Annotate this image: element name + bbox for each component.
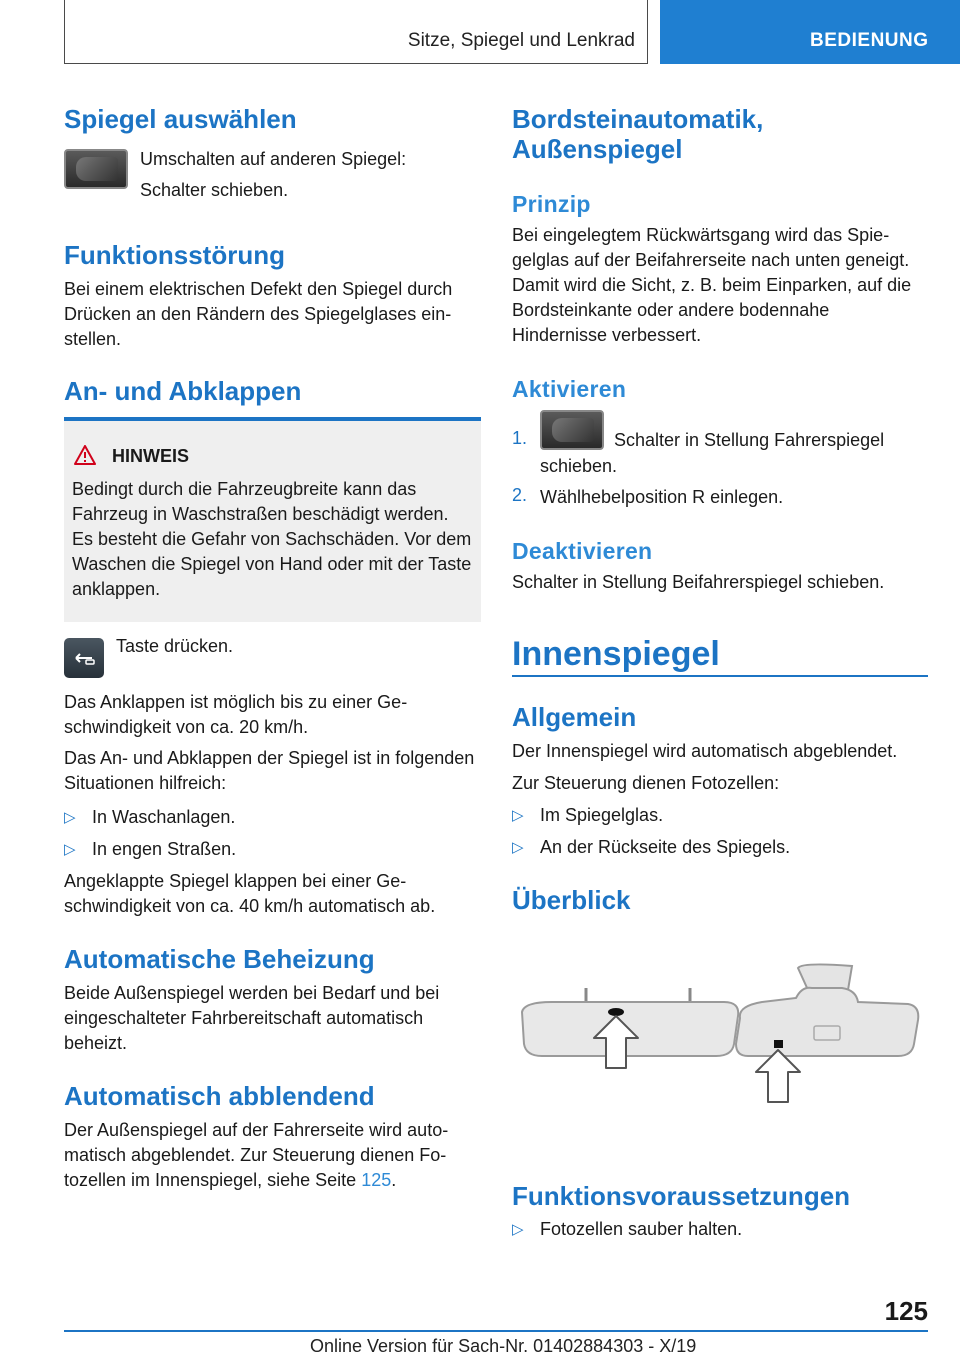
warning-icon [74, 445, 96, 465]
heading-innenspiegel: Innenspiegel [512, 635, 720, 673]
step-text-cont: schieben. [540, 456, 618, 476]
bullet-marker: ▷ [512, 807, 524, 824]
text-funktionsstoerung: Bei einem elektrischen Defekt den Spiegel durch Drücken an den Rändern des Spiegelglases einstellen. [64, 279, 453, 349]
list-item: Im Spiegelglas. [540, 805, 664, 825]
text-deaktivieren: Schalter in Stellung Beifahrerspiegel schieben. [512, 572, 885, 592]
heading-prinzip: Prinzip [512, 191, 591, 217]
header-section-title: Sitze, Spiegel und Lenkrad [407, 30, 635, 51]
text-anklappen: Das Anklappen ist möglich bis zu einer Geschwindigkeit von ca. 20 km/h. [64, 692, 408, 737]
text-situationen: Das An- und Abklappen der Spiegel ist in folgenden Situationen hilfreich: [64, 748, 475, 793]
hint-text: Bedingt durch die Fahrzeugbreite kann das Fahrzeug in Waschstraßen beschädigt werden. Es besteht die Gefahr von Sachschäden. Vor dem Waschen die Spiegel von Hand oder mit der Taste anklappen. [72, 479, 472, 599]
heading-ueberblick: Überblick [512, 885, 631, 915]
footer-rule [64, 1330, 928, 1332]
step-number: 1. [512, 428, 528, 448]
text-angeklappte: Angeklappte Spiegel klappen bei einer Geschwindigkeit von ca. 40 km/h automatisch ab. [64, 871, 436, 916]
text-abblendend-body: Der Außenspiegel auf der Fahrerseite wird automatisch abgeblendet. Zur Steuerung dienen Fotozellen im Innenspiegel, siehe Seite [64, 1120, 449, 1190]
header-chapter-label: BEDIENUNG [810, 30, 929, 51]
heading-abblendend: Automatisch abblendend [64, 1081, 375, 1111]
list-item: An der Rückseite des Spiegels. [540, 837, 791, 857]
list-item: In Waschanlagen. [92, 807, 236, 827]
text-abblendend [64, 1118, 481, 1193]
mirror-switch-icon [64, 149, 128, 189]
text-beheizung: Beide Außenspiegel werden bei Bedarf und bei eingeschalteter Fahrbereitschaft automatisch beheizt. [64, 983, 440, 1053]
page-link[interactable]: 125 [361, 1170, 392, 1190]
heading-spiegel-auswaehlen: Spiegel auswählen [64, 104, 297, 134]
heading-beheizung: Automatische Beheizung [64, 944, 375, 974]
heading-deaktivieren: Deaktivieren [512, 538, 653, 564]
heading-allgemein: Allgemein [512, 702, 637, 732]
bullet-marker: ▷ [64, 841, 76, 858]
rearview-mirror-illustration [512, 960, 928, 1110]
hint-title: HINWEIS [112, 446, 190, 466]
footer-text: Online Version für Sach-Nr. 01402884303 - X/19 [310, 1336, 697, 1356]
fold-button-icon [64, 638, 104, 678]
text-end: . [391, 1170, 397, 1190]
text-umschalten: Umschalten auf anderen Spiegel: [140, 149, 407, 169]
step-number: 2. [512, 485, 528, 505]
heading-bordstein-2: Außenspiegel [512, 134, 683, 164]
text-allgemein: Der Innenspiegel wird automatisch abgeblendet. [512, 741, 898, 761]
heading-bordstein-1: Bordsteinautomatik, [512, 104, 764, 134]
heading-aktivieren: Aktivieren [512, 376, 627, 402]
heading-funktionsvoraussetzungen: Funktionsvoraussetzungen [512, 1181, 851, 1211]
text-schalter-schieben: Schalter schieben. [140, 180, 289, 200]
page-number: 125 [884, 1296, 928, 1326]
bullet-marker: ▷ [64, 809, 76, 826]
heading-funktionsstoerung: Funktionsstörung [64, 240, 285, 270]
list-item: In engen Straßen. [92, 839, 237, 859]
text-taste-druecken: Taste drücken. [116, 636, 234, 656]
text-prinzip: Bei eingelegtem Rückwärtsgang wird das Spiegelglas auf der Beifahrerseite nach unten geneigt. Damit wird die Sicht, z. B. beim Einparken, auf die Bordsteinkante oder andere bodennahe Hindernisse verbessert. [512, 225, 912, 345]
list-item: Fotozellen sauber halten. [540, 1219, 743, 1239]
text-steuerung: Zur Steuerung dienen Fotozellen: [512, 773, 780, 793]
step-text: Schalter in Stellung Fahrerspiegel [614, 430, 885, 450]
section-rule [512, 675, 928, 677]
header-section-box [64, 0, 648, 64]
mirror-switch-icon [540, 410, 604, 450]
step-text: Wählhebelposition R einlegen. [540, 487, 784, 507]
bullet-marker: ▷ [512, 839, 524, 856]
heading-an-abklappen: An- und Abklappen [64, 376, 302, 406]
hint-box [64, 421, 481, 622]
header-chapter-tab [660, 0, 960, 64]
bullet-marker: ▷ [512, 1221, 524, 1238]
